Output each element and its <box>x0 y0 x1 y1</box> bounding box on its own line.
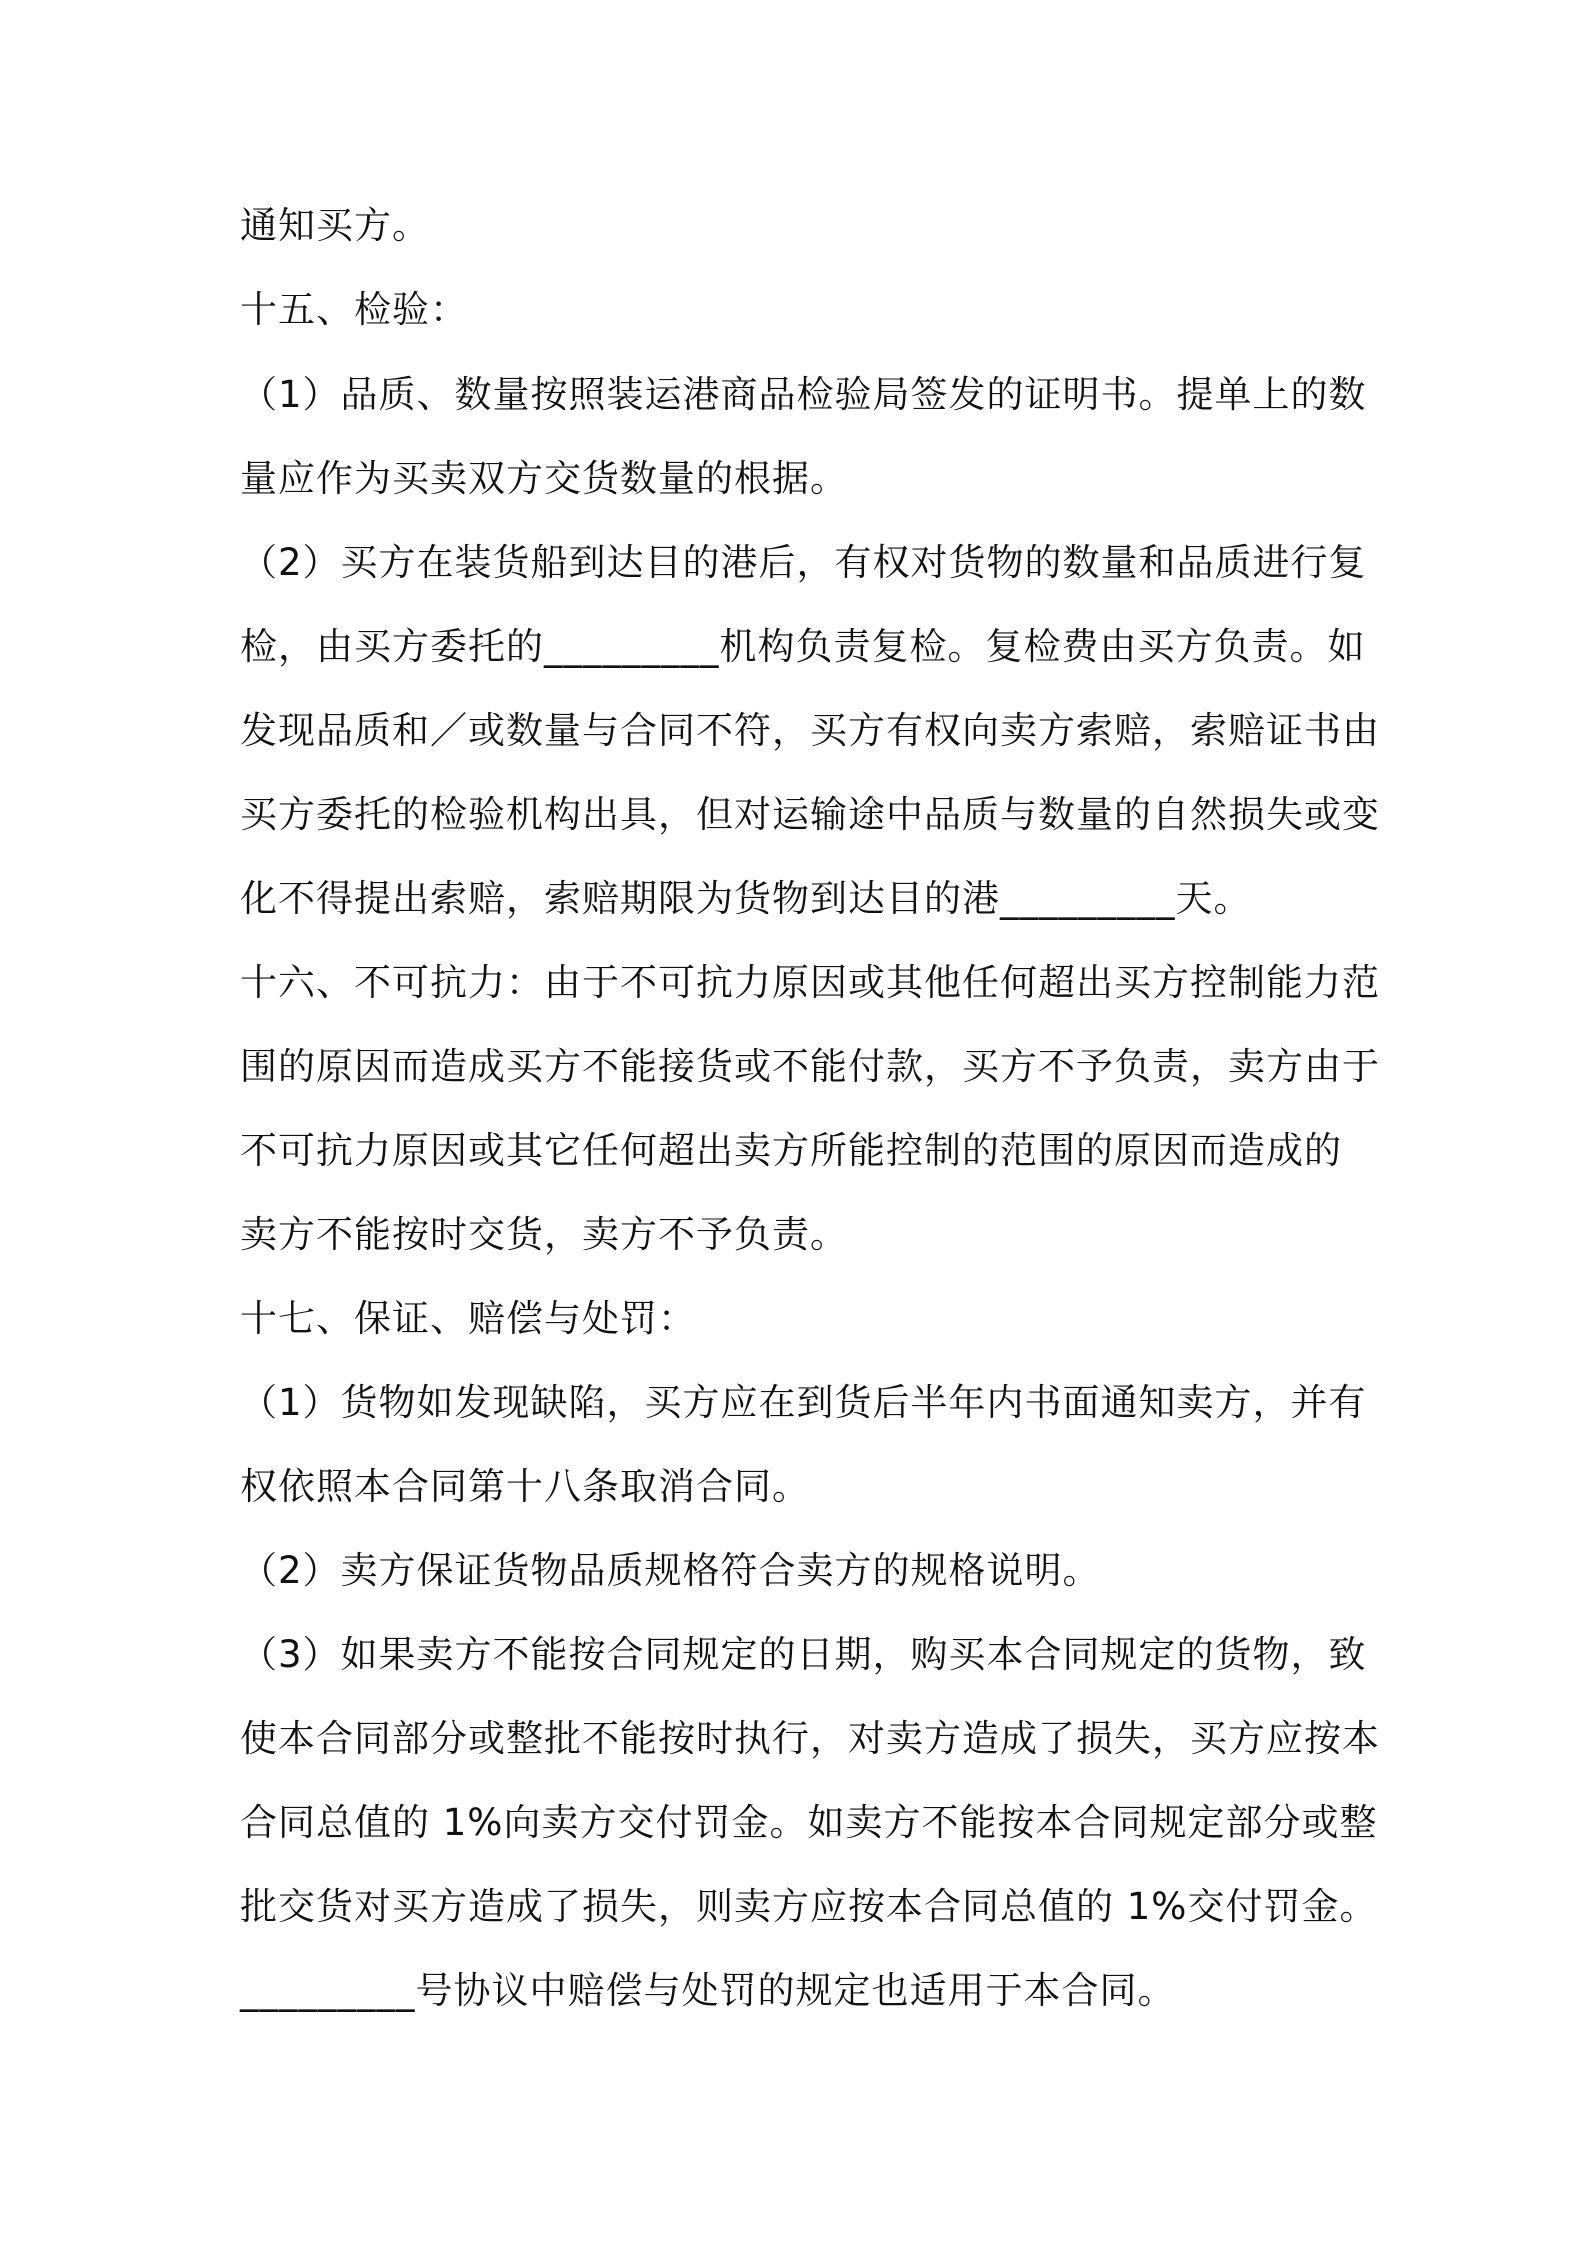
text-line: 卖方不能按时交货，卖方不予负责。 <box>240 1213 848 1256</box>
section-heading: 十七、保证、赔偿与处罚： <box>240 1297 696 1340</box>
text-line: 发现品质和／或数量与合同不符，买方有权向卖方索赔，索赔证书由 <box>240 709 1380 752</box>
text-line: 通知买方。 <box>240 204 430 247</box>
text-line: 量应作为买卖双方交货数量的根据。 <box>240 457 848 500</box>
text-line: （2）卖方保证货物品质规格符合卖方的规格说明。 <box>240 1549 1101 1592</box>
text-line: 批交货对买方造成了损失，则卖方应按本合同总值的 1%交付罚金。 <box>240 1885 1378 1928</box>
text-line: （1）货物如发现缺陷，买方应在到货后半年内书面通知卖方，并有 <box>240 1381 1367 1424</box>
text-line: 化不得提出索赔，索赔期限为货物到达目的港_________天。 <box>240 877 1252 920</box>
text-line: （3）如果卖方不能按合同规定的日期，购买本合同规定的货物，致 <box>240 1633 1367 1676</box>
text-line: （2）买方在装货船到达目的港后，有权对货物的数量和品质进行复 <box>240 541 1367 584</box>
text-line: 使本合同部分或整批不能按时执行，对卖方造成了损失，买方应按本 <box>240 1717 1380 1760</box>
text-line: （1）品质、数量按照装运港商品检验局签发的证明书。提单上的数 <box>240 373 1367 416</box>
text-line: _________号协议中赔偿与处罚的规定也适用于本合同。 <box>240 1969 1176 2012</box>
section-heading: 十五、检验： <box>240 288 468 331</box>
text-line: 合同总值的 1%向卖方交付罚金。如卖方不能按本合同规定部分或整 <box>240 1801 1378 1844</box>
text-line: 不可抗力原因或其它任何超出卖方所能控制的范围的原因而造成的 <box>240 1129 1342 1172</box>
section-heading: 十六、不可抗力：由于不可抗力原因或其他任何超出买方控制能力范 <box>240 961 1380 1004</box>
text-line: 检，由买方委托的_________机构负责复检。复检费由买方负责。如 <box>240 625 1366 668</box>
text-line: 权依照本合同第十八条取消合同。 <box>240 1465 810 1508</box>
text-line: 买方委托的检验机构出具，但对运输途中品质与数量的自然损失或变 <box>240 793 1380 836</box>
text-line: 围的原因而造成买方不能接货或不能付款，买方不予负责，卖方由于 <box>240 1045 1380 1088</box>
